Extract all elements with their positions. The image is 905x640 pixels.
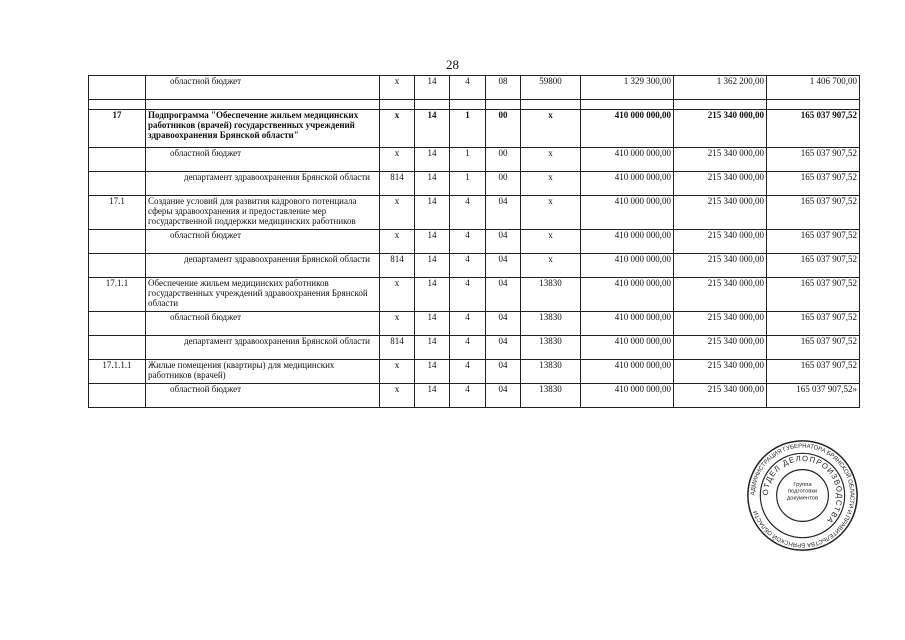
table-row (89, 360, 860, 384)
table-row (89, 110, 860, 148)
cell-m3: 165 037 907,52 (767, 312, 860, 336)
cell-name: департамент здравоохранения Брянской области (146, 336, 380, 360)
cell-m3: 165 037 907,52 (767, 230, 860, 254)
cell-m3: 165 037 907,52 (767, 196, 860, 230)
cell-c2 (415, 100, 450, 110)
cell-c5: 13830 (521, 384, 581, 408)
cell-num: 17 (89, 110, 146, 148)
cell-c4: 00 (486, 172, 521, 196)
cell-m3: 165 037 907,52 (767, 148, 860, 172)
cell-c1: x (380, 196, 415, 230)
cell-num (89, 76, 146, 100)
cell-name: Подпрограмма "Обеспечение жильем медицинских работников (врачей) государственных учреждений здравоохранения Брянской области" (146, 110, 380, 148)
cell-num (89, 148, 146, 172)
cell-c1: x (380, 384, 415, 408)
cell-c1: x (380, 148, 415, 172)
cell-c2: 14 (415, 172, 450, 196)
table-row (89, 254, 860, 278)
cell-m2 (674, 100, 767, 110)
cell-c4: 04 (486, 278, 521, 312)
cell-c2: 14 (415, 384, 450, 408)
cell-c1: 814 (380, 254, 415, 278)
cell-name: областной бюджет (146, 312, 380, 336)
cell-m1: 410 000 000,00 (581, 360, 674, 384)
cell-c3: 1 (450, 172, 486, 196)
cell-m1 (581, 100, 674, 110)
cell-c2: 14 (415, 254, 450, 278)
cell-c3: 4 (450, 360, 486, 384)
cell-c1: x (380, 110, 415, 148)
cell-c5: 13830 (521, 336, 581, 360)
cell-c3: 4 (450, 384, 486, 408)
cell-m2: 215 340 000,00 (674, 312, 767, 336)
cell-m3: 165 037 907,52 (767, 278, 860, 312)
cell-c3 (450, 100, 486, 110)
cell-c3: 1 (450, 110, 486, 148)
cell-c2: 14 (415, 360, 450, 384)
cell-name: областной бюджет (146, 384, 380, 408)
cell-m2: 215 340 000,00 (674, 254, 767, 278)
cell-m1: 410 000 000,00 (581, 110, 674, 148)
cell-c1: x (380, 312, 415, 336)
cell-c5 (521, 100, 581, 110)
cell-c3: 4 (450, 76, 486, 100)
cell-c5: x (521, 110, 581, 148)
cell-c1: x (380, 278, 415, 312)
cell-m2: 215 340 000,00 (674, 360, 767, 384)
cell-c2: 14 (415, 312, 450, 336)
cell-name: департамент здравоохранения Брянской области (146, 172, 380, 196)
stamp-inner-text: ОТДЕЛ ДЕЛОПРОИЗВОДСТВА (760, 453, 845, 526)
stamp-outer-text: АДМИНИСТРАЦИЯ ГУБЕРНАТОРА БРЯНСКОЙ ОБЛАСТИ И ПРАВИТЕЛЬСТВА БРЯНСКОЙ ОБЛАСТИ (750, 443, 855, 548)
cell-num (89, 384, 146, 408)
cell-m2: 215 340 000,00 (674, 230, 767, 254)
cell-c5: 13830 (521, 360, 581, 384)
table-row (89, 278, 860, 312)
cell-name: областной бюджет (146, 76, 380, 100)
cell-m3: 165 037 907,52 (767, 360, 860, 384)
cell-m3: 165 037 907,52 (767, 172, 860, 196)
cell-m2: 215 340 000,00 (674, 384, 767, 408)
cell-name: Создание условий для развития кадрового потенциала сферы здравоохранения и предоставление мер государственной поддержки медицинских работников (146, 196, 380, 230)
cell-num (89, 336, 146, 360)
table-row (89, 148, 860, 172)
table-row (89, 230, 860, 254)
office-stamp (745, 438, 860, 553)
cell-c5: 13830 (521, 312, 581, 336)
cell-m1: 410 000 000,00 (581, 230, 674, 254)
table-row (89, 76, 860, 100)
cell-m1: 1 329 300,00 (581, 76, 674, 100)
table-row (89, 100, 860, 110)
cell-num (89, 312, 146, 336)
cell-c3: 1 (450, 148, 486, 172)
cell-m2: 1 362 200,00 (674, 76, 767, 100)
stamp-center-text: Группа подготовки документов (786, 482, 819, 502)
cell-c4: 04 (486, 312, 521, 336)
cell-c4: 00 (486, 148, 521, 172)
cell-name: областной бюджет (146, 148, 380, 172)
cell-m3 (767, 100, 860, 110)
cell-m3: 1 406 700,00 (767, 76, 860, 100)
cell-c1: x (380, 360, 415, 384)
table-row (89, 312, 860, 336)
cell-c5: x (521, 196, 581, 230)
cell-c4 (486, 100, 521, 110)
cell-m3: 165 037 907,52» (767, 384, 860, 408)
cell-name: департамент здравоохранения Брянской области (146, 254, 380, 278)
budget-table (88, 75, 860, 408)
cell-num: 17.1.1 (89, 278, 146, 312)
cell-c3: 4 (450, 230, 486, 254)
cell-c4: 00 (486, 110, 521, 148)
cell-c4: 04 (486, 230, 521, 254)
cell-m1: 410 000 000,00 (581, 196, 674, 230)
cell-c4: 04 (486, 196, 521, 230)
cell-m2: 215 340 000,00 (674, 148, 767, 172)
cell-name: Обеспечение жильем медицинских работников государственных учреждений здравоохранения Брянской области (146, 278, 380, 312)
cell-c5: 13830 (521, 278, 581, 312)
cell-m3: 165 037 907,52 (767, 336, 860, 360)
cell-c4: 04 (486, 336, 521, 360)
cell-c1: 814 (380, 336, 415, 360)
cell-c2: 14 (415, 278, 450, 312)
cell-num: 17.1.1.1 (89, 360, 146, 384)
cell-c5: 59800 (521, 76, 581, 100)
cell-num (89, 100, 146, 110)
cell-m1: 410 000 000,00 (581, 254, 674, 278)
table-row (89, 384, 860, 408)
cell-c2: 14 (415, 230, 450, 254)
cell-c5: x (521, 172, 581, 196)
cell-c4: 04 (486, 254, 521, 278)
cell-m1: 410 000 000,00 (581, 336, 674, 360)
cell-m3: 165 037 907,52 (767, 254, 860, 278)
cell-c1: x (380, 230, 415, 254)
cell-m1: 410 000 000,00 (581, 172, 674, 196)
cell-name: областной бюджет (146, 230, 380, 254)
cell-m1: 410 000 000,00 (581, 384, 674, 408)
cell-num: 17.1 (89, 196, 146, 230)
cell-num (89, 254, 146, 278)
cell-c3: 4 (450, 196, 486, 230)
cell-c5: x (521, 148, 581, 172)
cell-c4: 04 (486, 360, 521, 384)
cell-m2: 215 340 000,00 (674, 278, 767, 312)
cell-c1: x (380, 76, 415, 100)
cell-c2: 14 (415, 148, 450, 172)
cell-c2: 14 (415, 196, 450, 230)
cell-m2: 215 340 000,00 (674, 336, 767, 360)
cell-c2: 14 (415, 76, 450, 100)
cell-c3: 4 (450, 254, 486, 278)
cell-c3: 4 (450, 336, 486, 360)
cell-m2: 215 340 000,00 (674, 172, 767, 196)
table-row (89, 172, 860, 196)
cell-m1: 410 000 000,00 (581, 312, 674, 336)
cell-name: Жилые помещения (квартиры) для медицинских работников (врачей) (146, 360, 380, 384)
cell-c4: 08 (486, 76, 521, 100)
cell-name (146, 100, 380, 110)
cell-num (89, 230, 146, 254)
cell-c5: x (521, 254, 581, 278)
page-number: 28 (446, 57, 459, 72)
cell-c1: 814 (380, 172, 415, 196)
cell-c4: 04 (486, 384, 521, 408)
cell-c5: x (521, 230, 581, 254)
table-row (89, 336, 860, 360)
table-row (89, 196, 860, 230)
cell-m2: 215 340 000,00 (674, 196, 767, 230)
cell-num (89, 172, 146, 196)
cell-c2: 14 (415, 336, 450, 360)
cell-m3: 165 037 907,52 (767, 110, 860, 148)
cell-c1 (380, 100, 415, 110)
cell-m1: 410 000 000,00 (581, 148, 674, 172)
cell-m2: 215 340 000,00 (674, 110, 767, 148)
cell-m1: 410 000 000,00 (581, 278, 674, 312)
cell-c3: 4 (450, 312, 486, 336)
cell-c3: 4 (450, 278, 486, 312)
cell-c2: 14 (415, 110, 450, 148)
